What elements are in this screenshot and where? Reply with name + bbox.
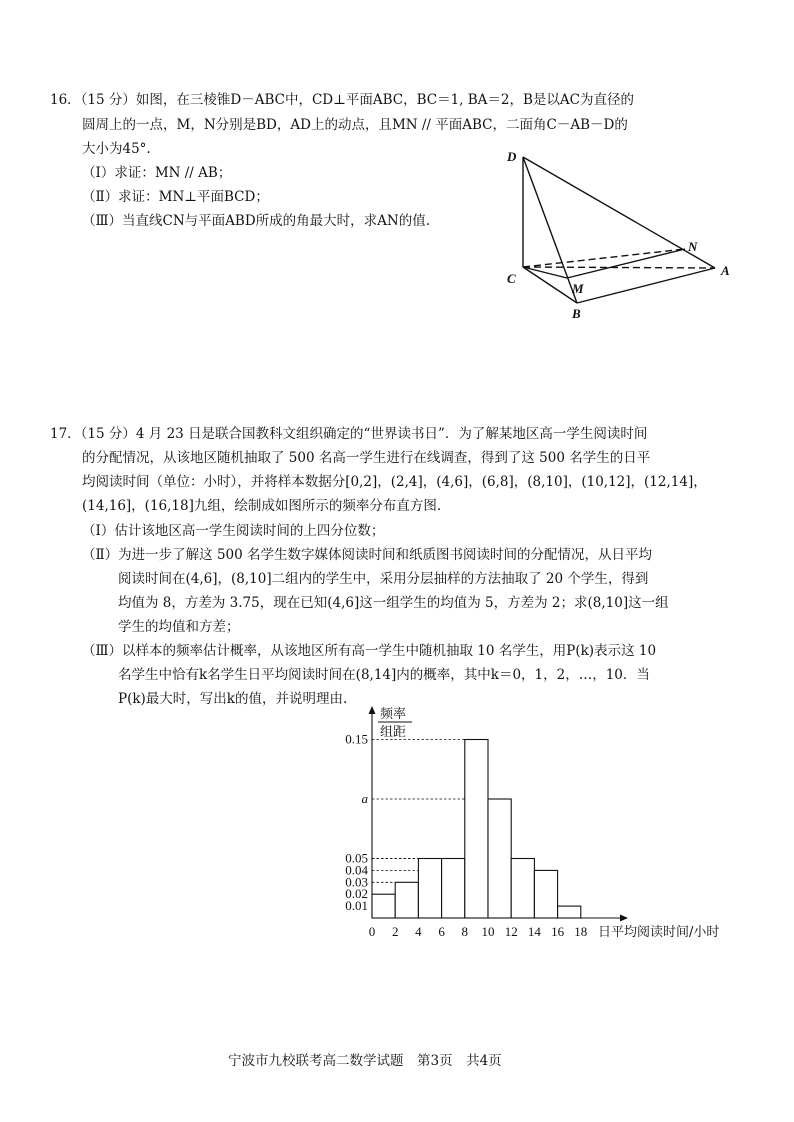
x-tick-label-2: 4: [415, 924, 422, 939]
x-tick-label-5: 10: [481, 924, 495, 939]
y-axis-arrow: [369, 706, 376, 714]
bar-3: [442, 859, 465, 919]
label-n: N: [688, 239, 698, 254]
q17-line-1: 17．（15 分）4 月 23 日是联合国教科文组织确定的“世界读书日”．为了解某地区高一学生阅读时间: [50, 426, 648, 442]
page-footer: 宁波市九校联考高二数学试题 第3页 共4页: [228, 1053, 502, 1069]
q16-line-2: 圆周上的一点，M，N分别是BD，AD上的动点，且MN // 平面ABC，二面角C－AB－D的: [82, 117, 628, 133]
q17-line-4: (14,16]，(16,18]九组，绘制成如图所示的频率分布直方图.: [82, 498, 442, 514]
q17-line-12: P(k)最大时，写出k的值，并说明理由.: [118, 691, 348, 707]
x-tick-label-7: 14: [527, 924, 541, 939]
bar-0: [372, 894, 395, 918]
bar-5: [488, 799, 511, 918]
q17-line-9: 学生的均值和方差；: [118, 619, 240, 635]
y-tick-label-2: 0.05: [345, 850, 368, 866]
q17-line-11: 名学生中恰有k名学生日平均阅读时间在(8,14]内的概率，其中k＝0，1，2，…，10．当: [118, 667, 650, 683]
x-tick-label-1: 2: [391, 924, 399, 939]
q16-line-4: （Ⅰ）求证：MN // AB；: [82, 165, 232, 181]
ylabel-bottom: 组距: [380, 725, 407, 740]
bar-4: [465, 740, 488, 919]
y-tick-label-4: 0.03: [345, 874, 368, 890]
y-tick-label-5: 0.02: [345, 886, 368, 902]
edge-db: [523, 157, 577, 303]
bar-7: [534, 870, 557, 918]
segment-cm: [523, 267, 567, 278]
x-axis-arrow: [620, 915, 628, 922]
edge-da: [523, 157, 715, 268]
xlabel: 日平均阅读时间/小时: [598, 925, 720, 940]
y-tick-label-3: 0.04: [345, 862, 368, 878]
bar-1: [395, 882, 418, 918]
bar-2: [418, 859, 441, 919]
label-d: D: [507, 149, 517, 164]
q17-line-2: 的分配情况，从该地区随机抽取了 500 名高一学生进行在线调查，得到了这 500 名学生的日平: [82, 450, 651, 466]
segment-mn: [567, 249, 685, 278]
y-tick-label-6: 0.01: [345, 898, 368, 914]
edge-ba: [577, 268, 715, 303]
edge-ca-dashed: [523, 267, 715, 268]
x-tick-label-0: 0: [368, 924, 376, 939]
x-tick-label-6: 12: [504, 924, 518, 939]
label-b: B: [572, 306, 581, 321]
bar-6: [511, 859, 534, 919]
y-tick-label-0: 0.15: [345, 731, 368, 747]
label-a: A: [721, 263, 730, 278]
q16-line-1: 16．（15 分）如图，在三棱锥D－ABC中，CD⊥平面ABC，BC＝1, BA＝2，B是以AC为直径的: [50, 92, 634, 108]
ylabel-top: 频率: [380, 707, 407, 722]
x-tick-label-4: 8: [461, 924, 469, 939]
frequency-histogram: [330, 700, 760, 950]
q16-line-3: 大小为45°.: [82, 141, 151, 157]
label-c: C: [507, 271, 516, 286]
q17-line-6: （Ⅱ）为进一步了解这 500 名学生数字媒体阅读时间和纸质图书阅读时间的分配情况，从日平均: [82, 547, 653, 563]
q17-line-10: （Ⅲ）以样本的频率估计概率，从该地区所有高一学生中随机抽取 10 名学生，用P(k)表示这 10: [82, 643, 657, 659]
edge-cb: [523, 267, 577, 303]
label-m: M: [572, 281, 584, 296]
x-tick-label-3: 6: [438, 924, 445, 939]
q17-line-8: 均值为 8，方差为 3.75，现在已知(4,6]这一组学生的均值为 5，方差为 2；求(8,10]这一组: [118, 595, 669, 611]
x-tick-label-9: 18: [574, 924, 588, 939]
y-tick-label-1: a: [361, 791, 368, 806]
bar-8: [558, 906, 581, 918]
q16-line-6: （Ⅲ）当直线CN与平面ABD所成的角最大时，求AN的值.: [82, 213, 431, 229]
q16-line-5: （Ⅱ）求证：MN⊥平面BCD；: [82, 189, 269, 205]
x-tick-label-8: 16: [551, 924, 565, 939]
segment-cn-dashed: [523, 249, 685, 267]
tetrahedron-figure: [495, 145, 745, 325]
q17-line-3: 均阅读时间（单位：小时），并将样本数据分[0,2]，(2,4]，(4,6]，(6,8]，(8,10]，(10,12]，(12,14]，: [82, 474, 707, 490]
q17-line-7: 阅读时间在(4,6]，(8,10]二组内的学生中，采用分层抽样的方法抽取了 20 个学生，得到: [118, 571, 649, 587]
q17-line-5: （Ⅰ）估计该地区高一学生阅读时间的上四分位数；: [82, 523, 385, 539]
